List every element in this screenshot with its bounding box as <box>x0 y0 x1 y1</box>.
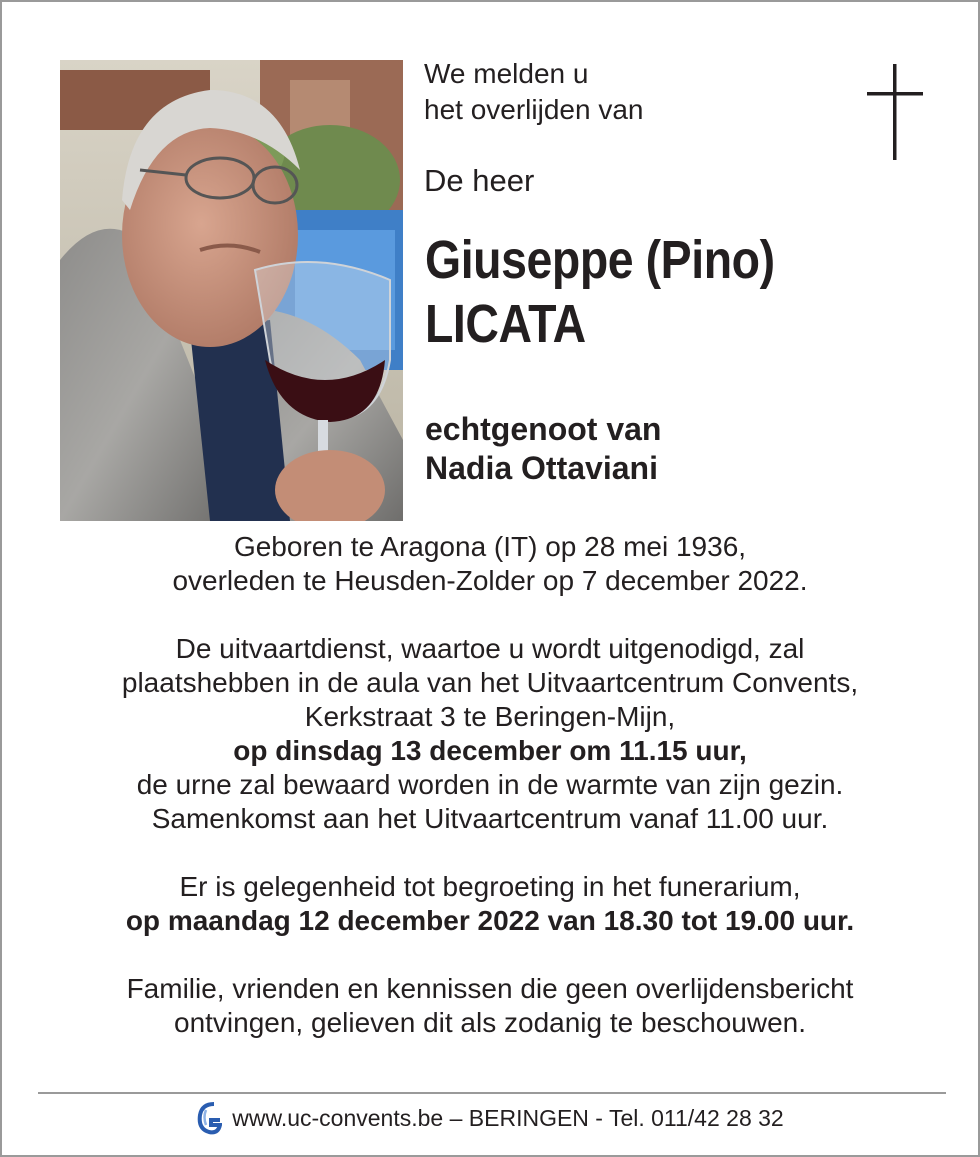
deceased-first-name: Giuseppe (Pino) <box>425 230 775 290</box>
gathering-line: Samenkomst aan het Uitvaartcentrum vanaf 11.00 uur. <box>151 803 829 834</box>
urn-line: de urne zal bewaard worden in de warmte van zijn gezin. <box>136 769 844 800</box>
deceased-name <box>425 228 775 356</box>
cross-icon <box>867 64 923 160</box>
closing-line-1: Familie, vrienden en kennissen die geen overlijdensbericht <box>126 973 854 1004</box>
service-line-3: Kerkstraat 3 te Beringen-Mijn, <box>304 701 676 732</box>
birth-line: Geboren te Aragona (IT) op 28 mei 1936, <box>233 531 747 562</box>
obituary-details <box>2 530 978 1040</box>
visit-date: op maandag 12 december 2022 van 18.30 tot 19.00 uur. <box>125 905 855 936</box>
footer <box>2 1100 978 1136</box>
portrait-photo <box>60 60 403 521</box>
spouse-info <box>425 410 661 488</box>
uc-convents-logo-icon <box>196 1101 222 1135</box>
footer-divider <box>38 1092 946 1094</box>
service-line-2: plaatshebben in de aula van het Uitvaartcentrum Convents, <box>121 667 859 698</box>
death-line: overleden te Heusden-Zolder op 7 december 2022. <box>172 565 808 596</box>
footer-contact: www.uc-convents.be – BERINGEN - Tel. 011/42 28 32 <box>232 1104 784 1131</box>
intro-line-1: We melden u <box>424 58 589 89</box>
intro-line-2: het overlijden van <box>424 94 644 125</box>
visit-line: Er is gelegenheid tot begroeting in het funerarium, <box>179 871 801 902</box>
intro-text <box>424 56 643 128</box>
service-line-1: De uitvaartdienst, waartoe u wordt uitgenodigd, zal <box>175 633 805 664</box>
service-date: op dinsdag 13 december om 11.15 uur, <box>233 735 747 766</box>
deceased-last-name: LICATA <box>425 294 586 354</box>
title-prefix: De heer <box>424 163 535 198</box>
spouse-name: Nadia Ottaviani <box>425 450 658 486</box>
closing-line-2: ontvingen, gelieven dit als zodanig te beschouwen. <box>174 1007 806 1038</box>
spouse-relation: echtgenoot van <box>425 411 662 447</box>
